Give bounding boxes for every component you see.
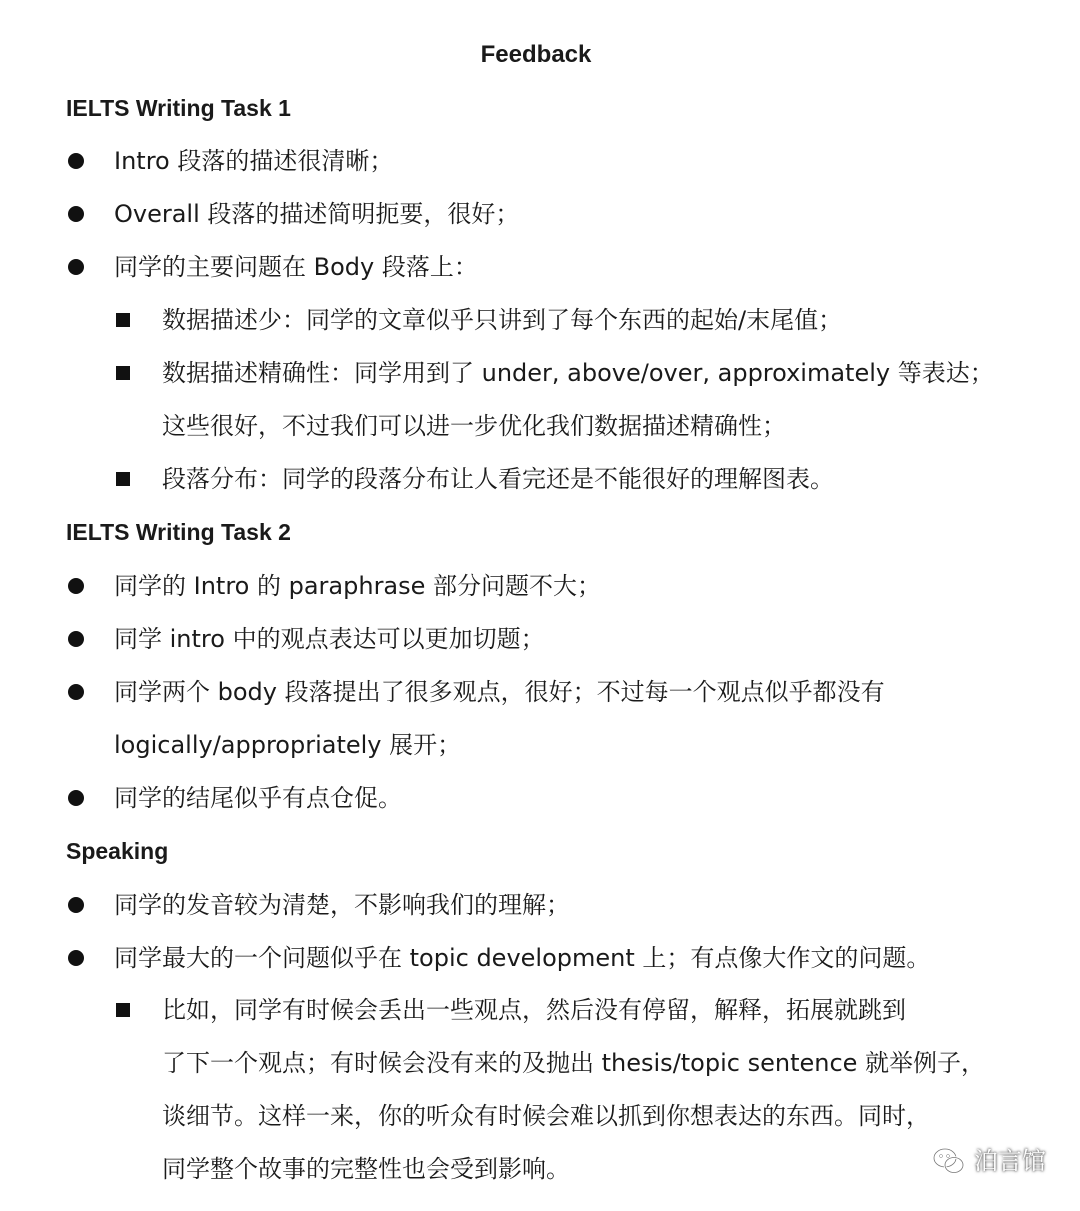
document-title: Feedback: [480, 41, 592, 68]
section-heading-writing-task-1: IELTS Writing Task 1: [66, 95, 291, 121]
bullet-dot-icon: [68, 578, 84, 594]
sub-list-item: 数据描述少：同学的文章似乎只讲到了每个东西的起始/末尾值；: [162, 306, 843, 334]
bullet-dot-icon: [68, 153, 84, 169]
list-item: 同学两个 body 段落提出了很多观点，很好；不过每一个观点似乎都没有: [114, 678, 885, 706]
list-item: Overall 段落的描述简明扼要，很好；: [114, 200, 520, 228]
sub-list-item-continuation: 同学整个故事的完整性也会受到影响。: [162, 1155, 570, 1183]
sub-list-item-continuation: 这些很好，不过我们可以进一步优化我们数据描述精确性；: [162, 412, 786, 440]
list-item: 同学的主要问题在 Body 段落上：: [114, 253, 478, 281]
list-item-continuation: logically/appropriately 展开；: [114, 731, 462, 759]
sub-list-item: 比如，同学有时候会丢出一些观点，然后没有停留，解释，拓展就跳到: [162, 996, 906, 1024]
bullet-square-icon: [116, 472, 130, 486]
bullet-square-icon: [116, 1003, 130, 1017]
wechat-icon: [932, 1146, 966, 1176]
list-item: 同学的发音较为清楚，不影响我们的理解；: [114, 891, 570, 919]
bullet-square-icon: [116, 313, 130, 327]
list-item: 同学 intro 中的观点表达可以更加切题；: [114, 625, 545, 653]
bullet-dot-icon: [68, 206, 84, 222]
bullet-dot-icon: [68, 950, 84, 966]
bullet-square-icon: [116, 366, 130, 380]
watermark-text: 泊言馆: [974, 1147, 1046, 1175]
sub-list-item-continuation: 谈细节。这样一来，你的听众有时候会难以抓到你想表达的东西。同时，: [162, 1102, 930, 1130]
list-item: 同学最大的一个问题似乎在 topic development 上；有点像大作文的问题。: [114, 944, 931, 972]
watermark: [932, 1144, 1046, 1178]
list-item: 同学的结尾似乎有点仓促。: [114, 784, 402, 812]
section-heading-speaking: Speaking: [66, 838, 169, 864]
list-item: 同学的 Intro 的 paraphrase 部分问题不大；: [114, 572, 602, 600]
bullet-dot-icon: [68, 259, 84, 275]
bullet-dot-icon: [68, 897, 84, 913]
bullet-dot-icon: [68, 790, 84, 806]
bullet-dot-icon: [68, 631, 84, 647]
section-heading-writing-task-2: IELTS Writing Task 2: [66, 519, 291, 545]
sub-list-item: 数据描述精确性：同学用到了 under, above/over, approximately 等表达；: [162, 359, 994, 387]
sub-list-item: 段落分布：同学的段落分布让人看完还是不能很好的理解图表。: [162, 465, 834, 493]
sub-list-item-continuation: 了下一个观点；有时候会没有来的及抛出 thesis/topic sentence 就举例子，: [162, 1049, 986, 1077]
list-item: Intro 段落的描述很清晰；: [114, 147, 394, 175]
bullet-dot-icon: [68, 684, 84, 700]
